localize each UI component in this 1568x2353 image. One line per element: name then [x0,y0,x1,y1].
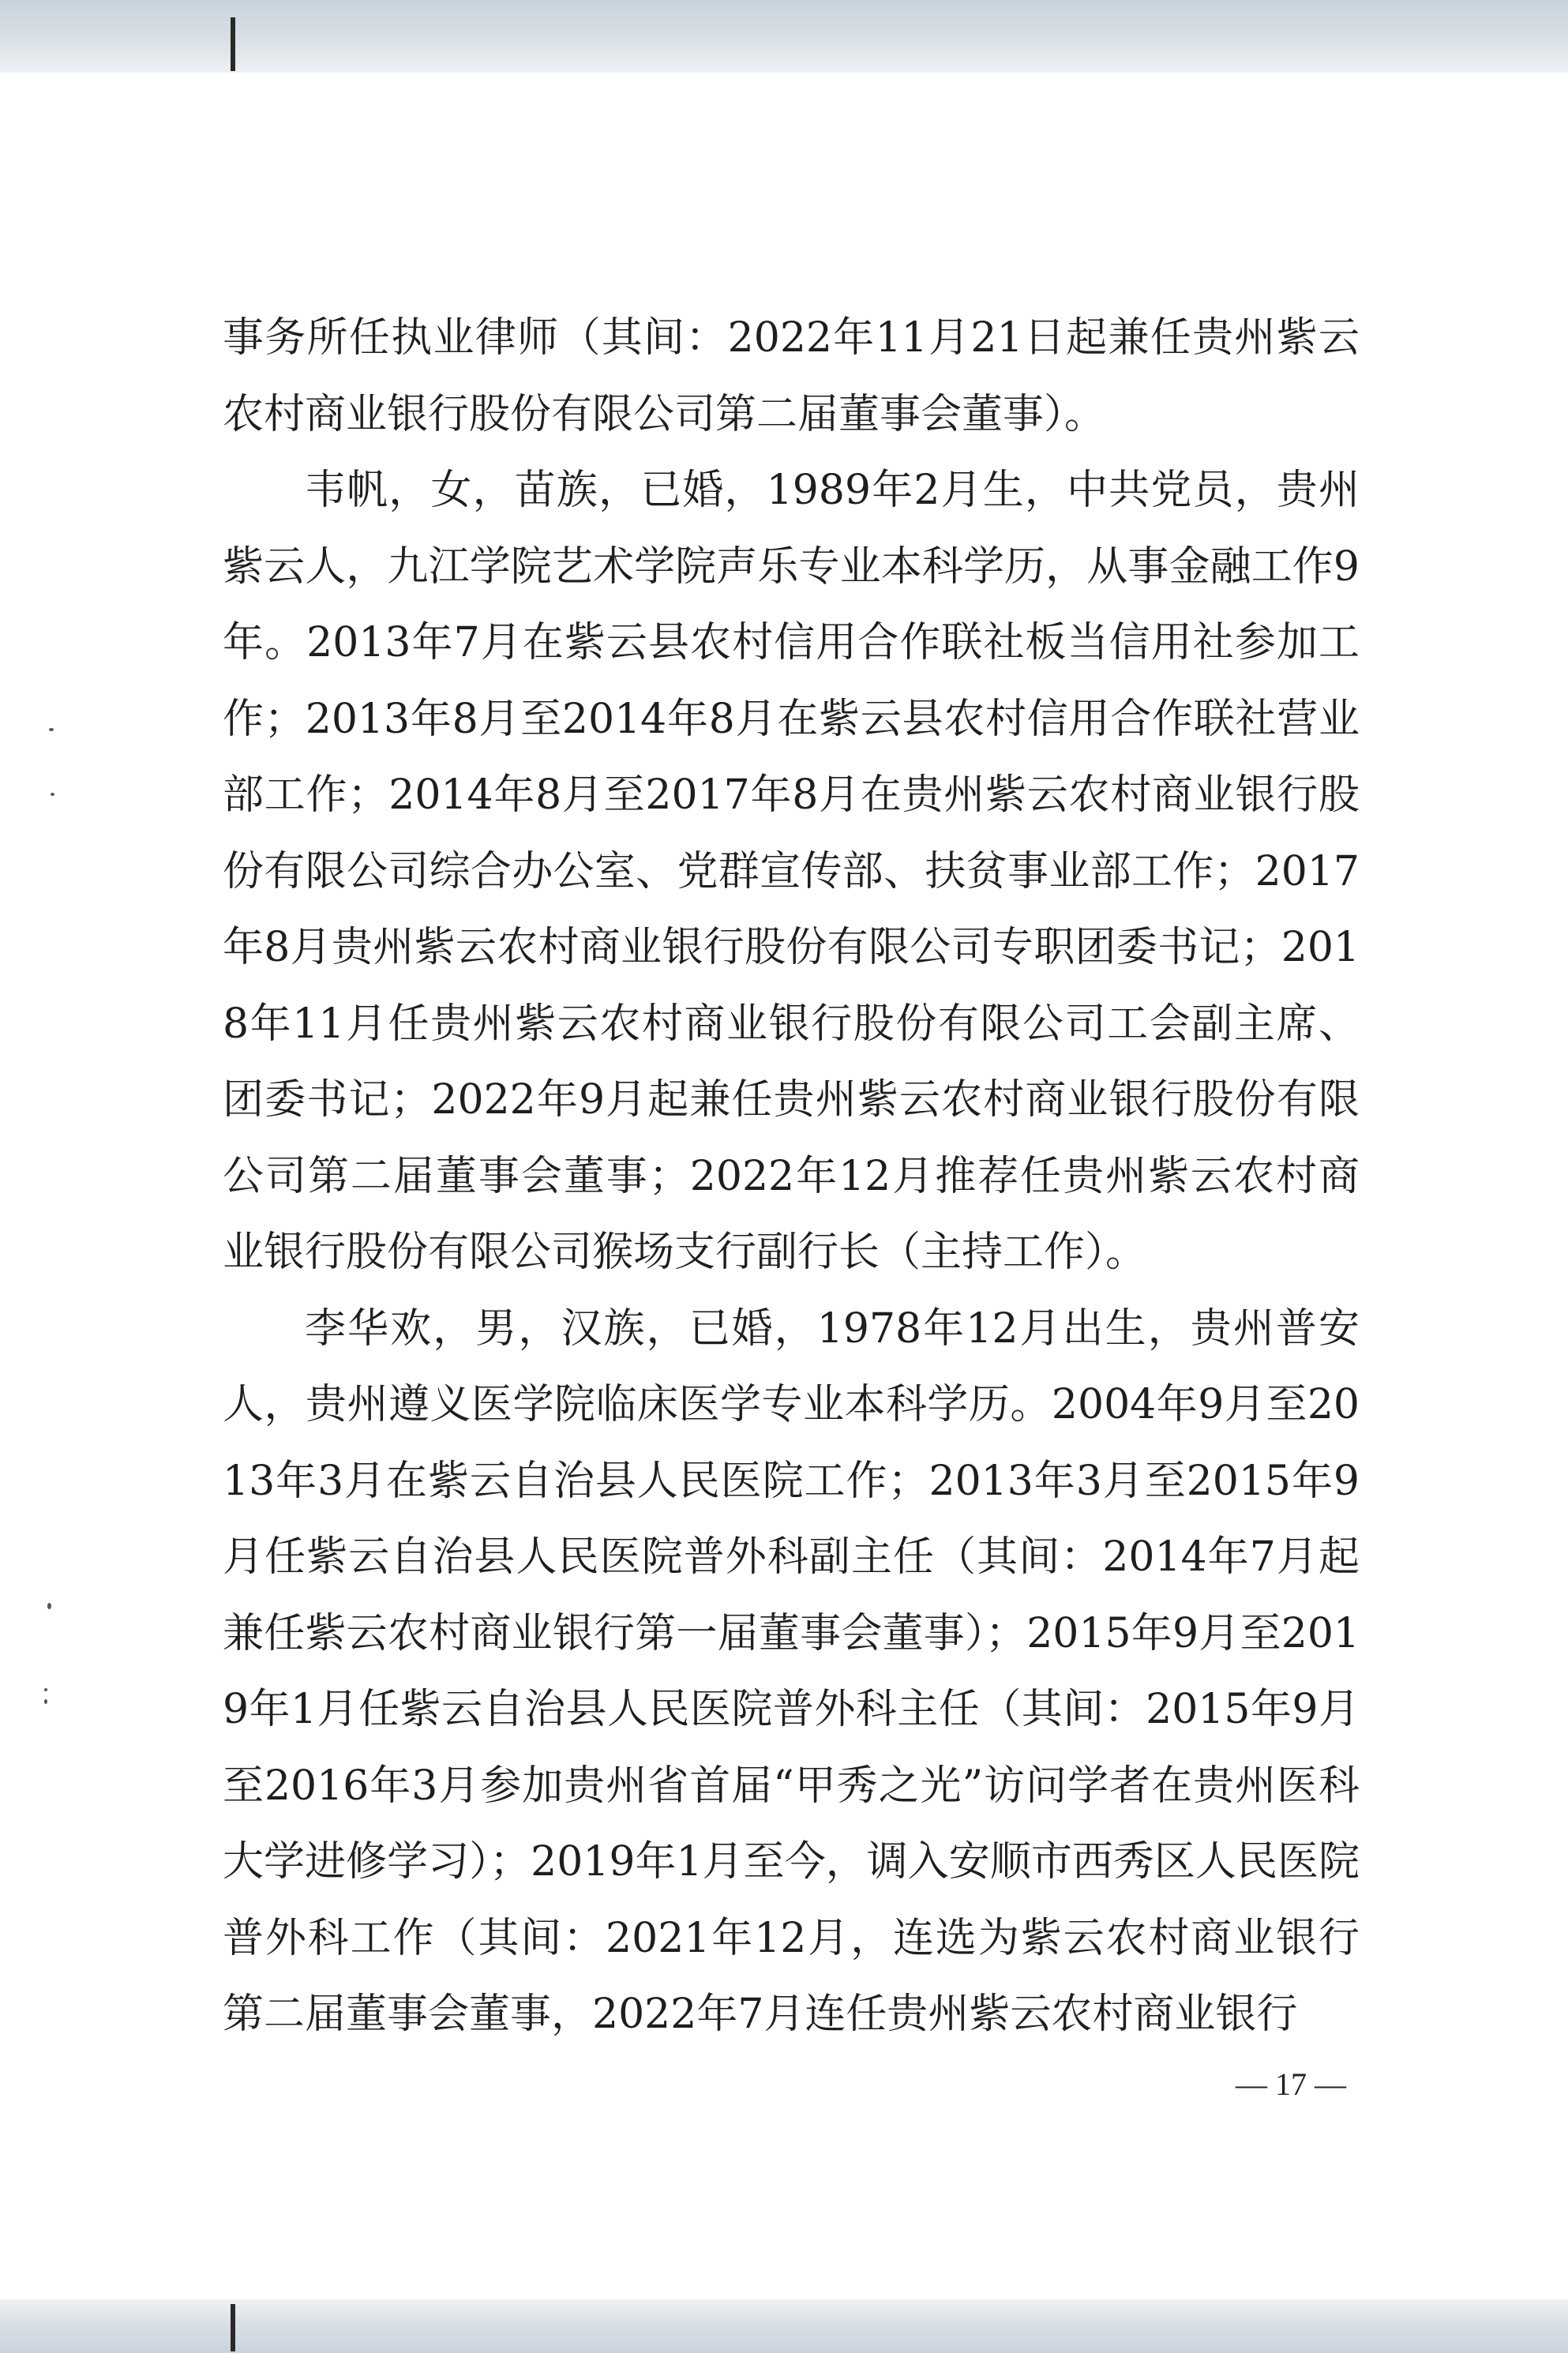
scan-speck [44,1699,47,1704]
scan-edge-mark-bottom [231,2304,235,2351]
scan-speck [47,1603,51,1609]
document-body [223,300,1360,2053]
scan-speck [44,1688,47,1691]
page-number: — 17 — [1236,2066,1346,2102]
paragraph-continuation: 事务所任执业律师（其间：2022年11月21日起兼任贵州紫云农村商业银行股份有限公司第二届董事会董事）。 [223,314,1360,438]
paragraph-li-huahuan: 李华欢，男，汉族，已婚，1978年12月出生，贵州普安人，贵州遵义医学院临床医学专业本科学历。2004年9月至2013年3月在紫云自治县人民医院工作；2013年3月至2015年9月任紫云自治县人民医院普外科副主任（其间：2014年7月起兼任紫云农村商业银行第一届董事会董事）；2015年9月至2019年1月任紫云自治县人民医院普外科主任（其间：2015年9月至2016年3月参加贵州省首届“甲秀之光”访问学者在贵州医科大学进修学习）；2019年1月至今，调入安顺市西秀区人民医院普外科工作（其间：2021年12月，连选为紫云农村商业银行第二届董事会董事，2022年7月连任贵州紫云农村商业银行 [223,1304,1360,2038]
scan-speck [51,793,54,796]
scan-speck [49,728,54,731]
paragraph-wei-fan: 韦帆，女，苗族，已婚，1989年2月生，中共党员，贵州紫云人，九江学院艺术学院声乐专业本科学历，从事金融工作9年。2013年7月在紫云县农村信用合作联社板当信用社参加工作；2013年8月至2014年8月在紫云县农村信用合作联社营业部工作；2014年8月至2017年8月在贵州紫云农村商业银行股份有限公司综合办公室、党群宣传部、扶贫事业部工作；2017年8月贵州紫云农村商业银行股份有限公司专职团委书记；2018年11月任贵州紫云农村商业银行股份有限公司工会副主席、团委书记；2022年9月起兼任贵州紫云农村商业银行股份有限公司第二届董事会董事；2022年12月推荐任贵州紫云农村商业银行股份有限公司猴场支行副行长（主持工作）。 [223,467,1360,1276]
scan-edge-mark-top [231,17,235,71]
